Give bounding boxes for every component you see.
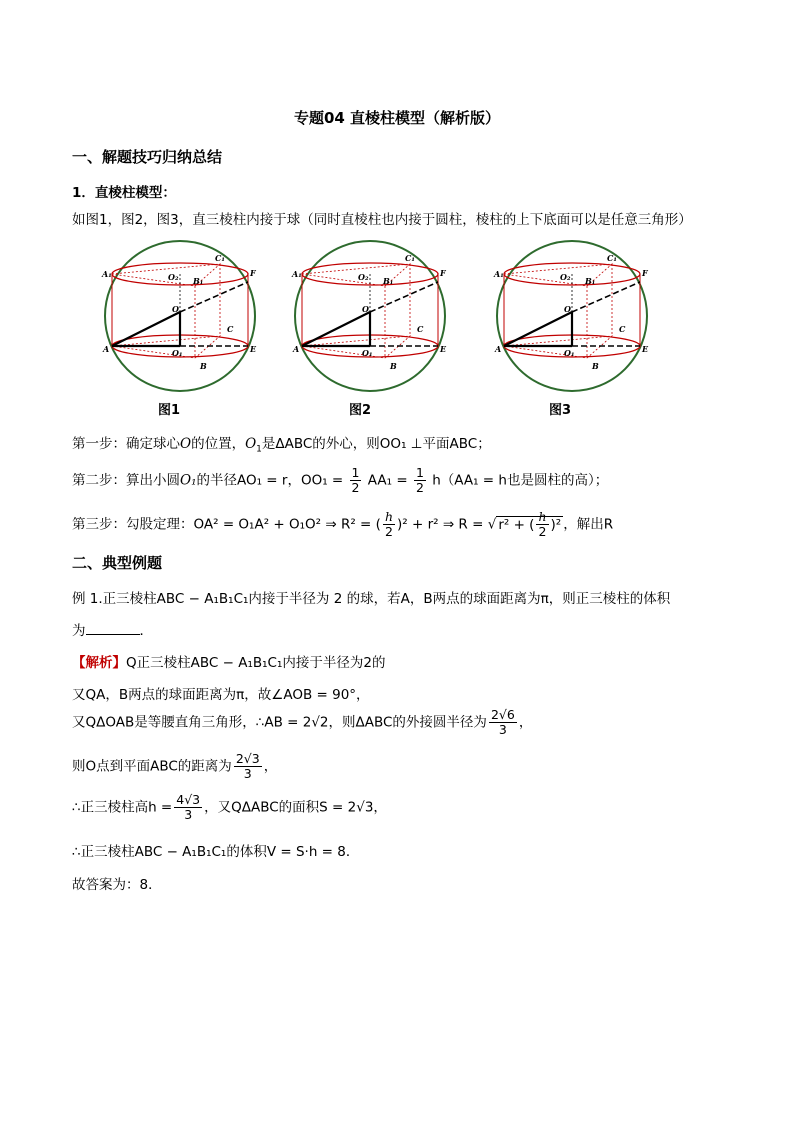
section-heading-2: 二、典型例题 bbox=[72, 554, 163, 572]
svg-text:O₂: O₂ bbox=[168, 272, 179, 282]
svg-text:B₁: B₁ bbox=[193, 276, 204, 286]
svg-text:O₁: O₁ bbox=[172, 348, 183, 358]
svg-text:F: F bbox=[250, 268, 256, 278]
answer-blank bbox=[86, 622, 140, 635]
solution-line-6: ∴正三棱柱ABC − A₁B₁C₁的体积V = S·h = 8． bbox=[72, 844, 360, 860]
example-1-line-1: 例 1.正三棱柱ABC − A₁B₁C₁内接于半径为 2 的球，若A，B两点的球面距离为π，则正三棱柱的体积 bbox=[72, 591, 671, 607]
section-heading-1: 一、解题技巧归纳总结 bbox=[72, 148, 223, 166]
solution-line-1: 【解析】Q正三棱柱ABC − A₁B₁C₁内接于半径为2的 bbox=[72, 655, 386, 671]
svg-text:A₁: A₁ bbox=[102, 269, 112, 279]
figure-2 bbox=[291, 241, 447, 391]
step-1: 第一步：确定球心O的位置，$O_1$是ΔABC的外心，则OO₁ ⊥平面ABC； bbox=[72, 436, 491, 455]
svg-text:B: B bbox=[200, 361, 207, 371]
svg-text:E: E bbox=[250, 344, 257, 354]
answer-line: 故答案为：8． bbox=[72, 877, 162, 893]
solution-line-3: 又QΔOAB是等腰直角三角形，∴AB = 2√2，则ΔABC的外接圆半径为 $\frac{2√6}{3}$ ， bbox=[72, 707, 533, 737]
solution-line-5: ∴正三棱柱高h = $\frac{4√3}{3}$ ，又QΔABC的面积S = 2√3， bbox=[72, 792, 387, 822]
figure-caption-3: 图3 bbox=[549, 403, 572, 418]
svg-text:O: O bbox=[172, 304, 179, 314]
step-2: 第二步：算出小圆O₁的半径AO₁ = r，OO₁ = $\frac{1}{2}$ AA₁ = $\frac{1}{2}$ h（AA₁ = h也是圆柱的高）； bbox=[72, 465, 609, 495]
figure-caption-1: 图1 bbox=[158, 403, 181, 418]
svg-text:C₁: C₁ bbox=[215, 253, 225, 263]
subheading-model: 1．直棱柱模型： bbox=[72, 185, 176, 201]
example-1-line-2: 为 ． bbox=[72, 623, 153, 639]
figure-3 bbox=[493, 241, 649, 391]
solution-tag: 【解析】 bbox=[72, 655, 126, 671]
figure-1 bbox=[101, 241, 257, 391]
svg-text:C: C bbox=[227, 324, 234, 334]
page-title: 专题04 直棱柱模型（解析版） bbox=[293, 109, 501, 127]
intro-text: 如图1，图2，图3，直三棱柱内接于球（同时直棱柱也内接于圆柱，棱柱的上下底面可以是任意三角形） bbox=[72, 212, 692, 228]
solution-line-4: 则O点到平面ABC的距离为 $\frac{2√3}{3}$ ， bbox=[72, 751, 278, 781]
svg-text:A: A bbox=[103, 344, 110, 354]
solution-line-2: 又QA，B两点的球面距离为π，故∠AOB = 90°， bbox=[72, 687, 370, 703]
prism-sphere-figures bbox=[100, 236, 660, 398]
step-3: 第三步：勾股定理：OA² = O₁A² + O₁O² ⇒ R² = ( $\frac{h}{2}$ )² + r² ⇒ R = √ r² + ( $\frac{h}{2}$ )² ，解出R bbox=[72, 509, 614, 539]
figure-caption-2: 图2 bbox=[349, 403, 372, 418]
